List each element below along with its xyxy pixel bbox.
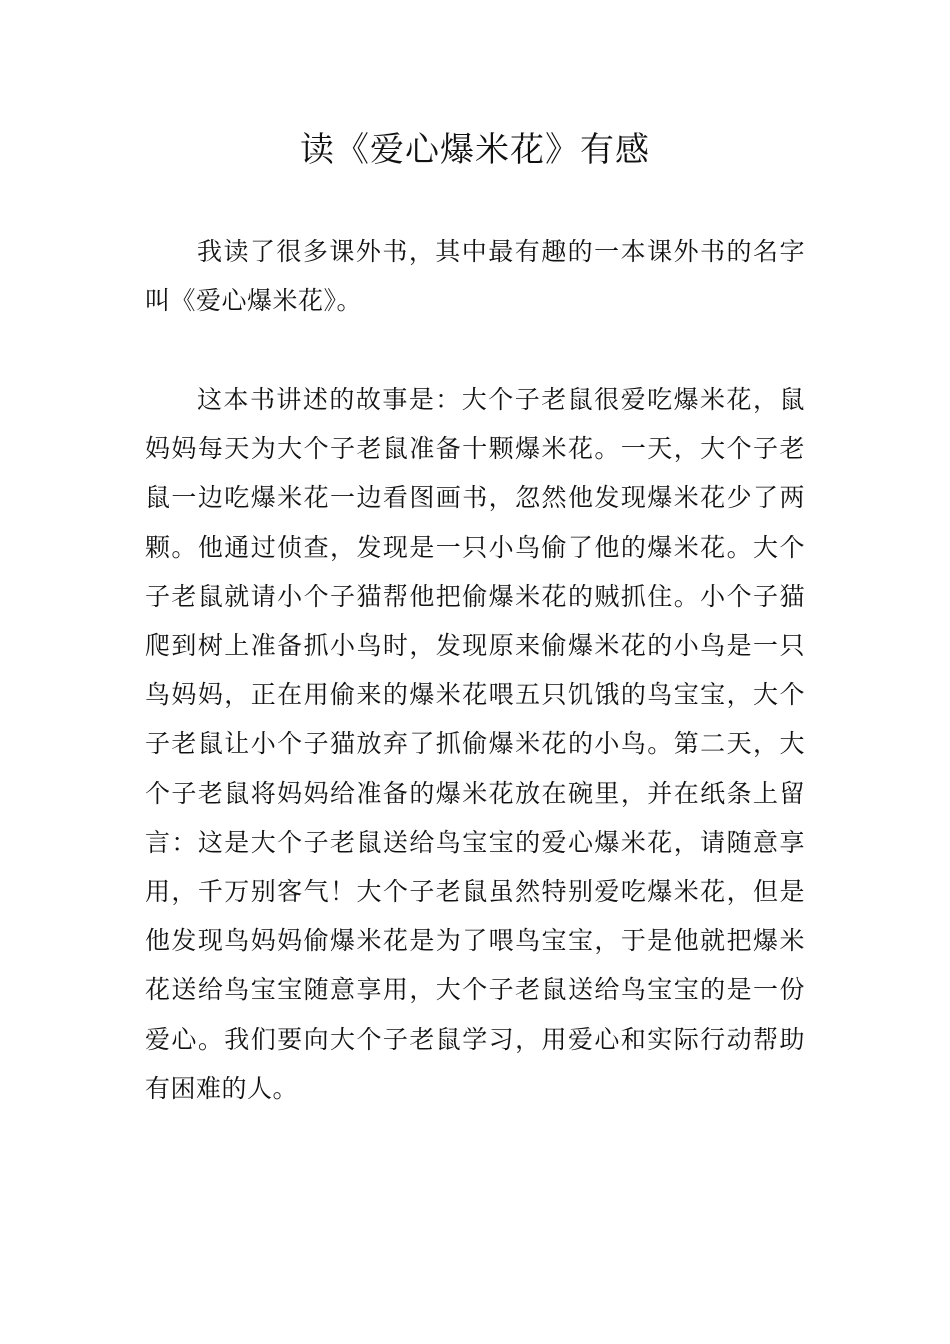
paragraph-story: 这本书讲述的故事是：大个子老鼠很爱吃爆米花，鼠妈妈每天为大个子老鼠准备十颗爆米花。一天，大个子老鼠一边吃爆米花一边看图画书，忽然他发现爆米花少了两颗。他通过侦查，发现是一只小鸟偷了他的爆米花。大个子老鼠就请小个子猫帮他把偷爆米花的贼抓住。小个子猫爬到树上准备抓小鸟时，发现原来偷爆米花的小鸟是一只鸟妈妈，正在用偷来的爆米花喂五只饥饿的鸟宝宝，大个子老鼠让小个子猫放弃了抓偷爆米花的小鸟。第二天，大个子老鼠将妈妈给准备的爆米花放在碗里，并在纸条上留言：这是大个子老鼠送给鸟宝宝的爱心爆米花，请随意享用，千万别客气！大个子老鼠虽然特别爱吃爆米花，但是他发现鸟妈妈偷爆米花是为了喂鸟宝宝，于是他就把爆米花送给鸟宝宝随意享用，大个子老鼠送给鸟宝宝的是一份爱心。我们要向大个子老鼠学习，用爱心和实际行动帮助有困难的人。: [145, 385, 805, 1103]
paragraph-intro: 我读了很多课外书，其中最有趣的一本课外书的名字叫《爱心爆米花》。: [145, 237, 805, 316]
document-title: 读《爱心爆米花》有感: [300, 130, 650, 170]
